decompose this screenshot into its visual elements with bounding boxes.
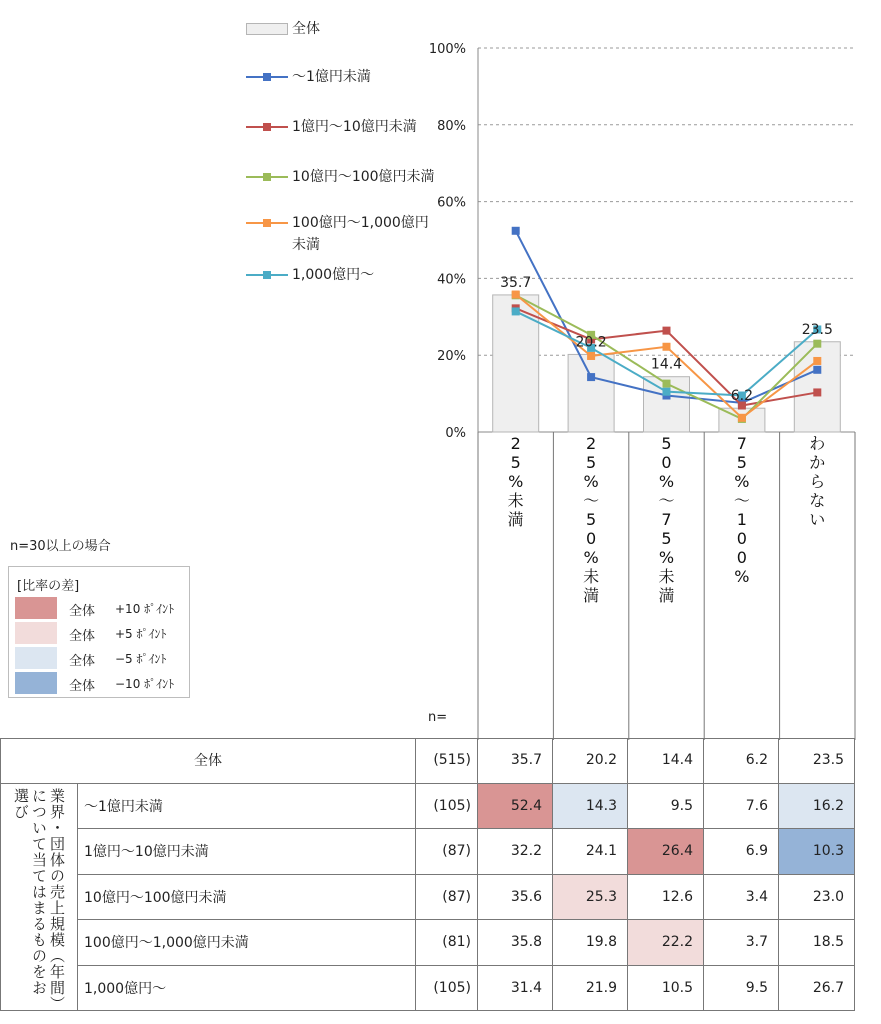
table-row-n: (87) xyxy=(416,829,478,875)
table-row-n: (81) xyxy=(416,920,478,966)
legend-swatch xyxy=(246,68,288,86)
table-row-value: 21.9 xyxy=(553,966,628,1012)
table-row-n: (87) xyxy=(416,875,478,921)
total-row-value: 23.5 xyxy=(779,738,855,784)
diff-legend-item xyxy=(15,672,185,694)
category-label-char: な xyxy=(809,491,826,510)
legend-label: 10億円〜100億円未満 xyxy=(292,169,435,185)
table-row-value: 23.0 xyxy=(779,875,855,921)
category-label-char: ら xyxy=(809,472,826,491)
table-row-label: 100億円〜1,000億円未満 xyxy=(78,920,416,966)
legend-swatch xyxy=(246,118,288,136)
table-row-value: 26.4 xyxy=(628,829,704,875)
category-label-char: 5 xyxy=(586,453,597,472)
series-point xyxy=(813,340,821,348)
bar-data-label: 6.2 xyxy=(730,388,754,405)
total-row-label: 全体 xyxy=(0,738,416,784)
bar-data-label: 20.2 xyxy=(575,334,607,351)
group-label xyxy=(0,784,78,1012)
table-row-value: 10.3 xyxy=(779,829,855,875)
series-point xyxy=(738,414,746,422)
series-point xyxy=(512,307,520,315)
series-point xyxy=(663,343,671,351)
category-label-char: 5 xyxy=(736,453,747,472)
category-label-char: 2 xyxy=(586,434,597,453)
category-label xyxy=(632,434,702,605)
category-label xyxy=(481,434,551,529)
legend-label: 全体 xyxy=(292,21,320,37)
legend-swatch xyxy=(246,266,288,284)
total-row-value: 14.4 xyxy=(628,738,704,784)
bar xyxy=(794,342,840,432)
category-label-char: 0 xyxy=(661,453,672,472)
table-row-value: 9.5 xyxy=(628,784,704,830)
total-row-value: 20.2 xyxy=(553,738,628,784)
table-row-value: 6.9 xyxy=(704,829,779,875)
category-label-char: 0 xyxy=(736,548,747,567)
category-label-char: 〜 xyxy=(658,491,675,510)
diff-legend-item xyxy=(15,622,185,644)
y-tick-label: 100% xyxy=(428,42,466,57)
bar-data-label: 14.4 xyxy=(650,356,683,373)
sample-size-note: n=30以上の場合 xyxy=(10,539,111,554)
category-label-char: 満 xyxy=(658,586,675,605)
category-label-char: い xyxy=(809,510,826,529)
category-label-char: % xyxy=(658,472,675,491)
category-label-char: % xyxy=(508,472,524,491)
table-row-value: 25.3 xyxy=(553,875,628,921)
table-row-value: 16.2 xyxy=(779,784,855,830)
table-row-value: 3.4 xyxy=(704,875,779,921)
category-label-char: 未 xyxy=(583,567,600,586)
diff-legend-value: +5 ﾎﾟｲﾝﾄ xyxy=(115,627,167,641)
table-row-value: 18.5 xyxy=(779,920,855,966)
total-row-value: 6.2 xyxy=(704,738,779,784)
category-label-char: % xyxy=(658,548,675,567)
y-tick-label: 0% xyxy=(445,426,466,441)
category-label-char: % xyxy=(734,567,750,586)
diff-legend-item xyxy=(15,597,185,619)
category-label-char: 5 xyxy=(661,434,672,453)
category-label-char: か xyxy=(809,453,826,472)
table-row-value: 12.6 xyxy=(628,875,704,921)
table-row-value: 3.7 xyxy=(704,920,779,966)
series-point xyxy=(813,388,821,396)
total-row-value: 35.7 xyxy=(478,738,553,784)
legend-swatch xyxy=(246,168,288,186)
diff-legend-label: 全体 xyxy=(69,679,96,694)
series-point xyxy=(587,352,595,360)
diff-legend-label: 全体 xyxy=(69,654,96,669)
series-point xyxy=(512,291,520,299)
category-label-char: 未 xyxy=(658,567,675,586)
category-label-char: 1 xyxy=(736,510,747,529)
table-row-n: (105) xyxy=(416,966,478,1012)
legend-swatch xyxy=(246,214,288,232)
series-point xyxy=(663,327,671,335)
bar xyxy=(568,354,614,432)
category-label-char: 未 xyxy=(507,491,524,510)
table-row-value: 24.1 xyxy=(553,829,628,875)
series-point xyxy=(512,227,520,235)
diff-legend-value: +10 ﾎﾟｲﾝﾄ xyxy=(115,602,175,616)
category-label-char: 〜 xyxy=(583,491,600,510)
table-row-value: 7.6 xyxy=(704,784,779,830)
diff-swatch xyxy=(15,647,57,669)
difference-legend-title: [比率の差] xyxy=(17,579,80,594)
table-row-value: 10.5 xyxy=(628,966,704,1012)
table-row-label: 10億円〜100億円未満 xyxy=(78,875,416,921)
results-table xyxy=(0,738,855,1014)
legend-label: 〜1億円未満 xyxy=(292,69,371,85)
category-label-char: 〜 xyxy=(733,491,750,510)
category-label-char: 7 xyxy=(661,510,672,529)
table-row-label: 1億円〜10億円未満 xyxy=(78,829,416,875)
series-point xyxy=(813,366,821,374)
y-tick-label: 60% xyxy=(437,195,466,211)
category-label xyxy=(556,434,626,605)
table-row-label: 〜1億円未満 xyxy=(78,784,416,830)
category-label xyxy=(707,434,777,586)
category-label-char: % xyxy=(734,472,750,491)
diff-legend-label: 全体 xyxy=(69,629,96,644)
category-label xyxy=(782,434,852,529)
table-row-value: 26.7 xyxy=(779,966,855,1012)
legend-label-continued: 未満 xyxy=(292,237,320,253)
table-row-value: 32.2 xyxy=(478,829,553,875)
difference-legend xyxy=(8,566,190,698)
legend-label: 100億円〜1,000億円 xyxy=(292,215,429,231)
table-row-value: 52.4 xyxy=(478,784,553,830)
category-label-char: 満 xyxy=(507,510,524,529)
total-row-n: (515) xyxy=(416,738,478,784)
category-label-char: わ xyxy=(809,434,826,453)
table-row-value: 35.8 xyxy=(478,920,553,966)
series-point xyxy=(663,380,671,388)
diff-legend-value: −5 ﾎﾟｲﾝﾄ xyxy=(115,652,167,666)
legend-label: 1,000億円〜 xyxy=(292,267,375,283)
table-row-n: (105) xyxy=(416,784,478,830)
diff-legend-item xyxy=(15,647,185,669)
table-row-value: 19.8 xyxy=(553,920,628,966)
y-tick-label: 80% xyxy=(437,118,466,134)
legend-label: 1億円〜10億円未満 xyxy=(292,119,417,135)
category-label-char: 0 xyxy=(736,529,747,548)
series-point xyxy=(587,373,595,381)
n-header: n= xyxy=(428,710,448,725)
category-label-char: % xyxy=(583,472,599,491)
table-row-value: 22.2 xyxy=(628,920,704,966)
category-label-char: 5 xyxy=(586,510,597,529)
diff-swatch xyxy=(15,597,57,619)
series-point xyxy=(663,388,671,396)
diff-swatch xyxy=(15,622,57,644)
category-label-char: 2 xyxy=(510,434,521,453)
group-label-text: 業界・団体の売上規模（年間）について当てはまるものをお選び xyxy=(12,788,66,1005)
category-label-char: 7 xyxy=(736,434,747,453)
diff-legend-value: −10 ﾎﾟｲﾝﾄ xyxy=(115,677,175,691)
legend-swatch xyxy=(246,20,288,38)
bar-data-label: 23.5 xyxy=(801,321,833,338)
category-label-char: 0 xyxy=(586,529,597,548)
table-row-value: 14.3 xyxy=(553,784,628,830)
bar-data-label: 35.7 xyxy=(500,274,532,291)
table-row-value: 35.6 xyxy=(478,875,553,921)
category-label-char: 満 xyxy=(583,586,600,605)
y-tick-label: 40% xyxy=(437,272,466,288)
table-row-value: 31.4 xyxy=(478,966,553,1012)
table-row-value: 9.5 xyxy=(704,966,779,1012)
category-label-char: 5 xyxy=(510,453,521,472)
diff-swatch xyxy=(15,672,57,694)
category-label-char: 5 xyxy=(661,529,672,548)
category-label-char: % xyxy=(583,548,599,567)
table-row-label: 1,000億円〜 xyxy=(78,966,416,1012)
y-tick-label: 20% xyxy=(437,349,466,365)
series-point xyxy=(813,357,821,365)
diff-legend-label: 全体 xyxy=(69,604,96,619)
